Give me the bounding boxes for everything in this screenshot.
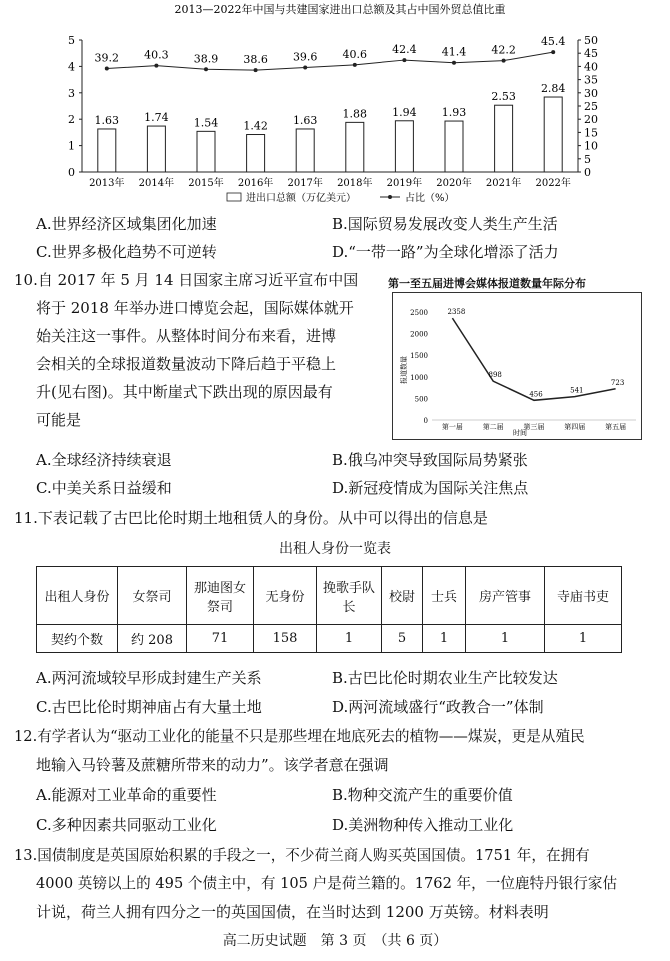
bar-value-label: 1.74 — [144, 111, 169, 125]
q10-option-c: C.中美关系日益缓和 — [36, 479, 172, 497]
table-cell: 1 — [317, 625, 382, 653]
bar-value-label: 1.63 — [94, 113, 120, 127]
q10-line-6: 可能是 — [36, 411, 82, 429]
media-point-label: 898 — [488, 371, 502, 380]
media-chart-title: 第一至五届进博会媒体报道数量年际分布 — [388, 277, 586, 290]
trade-chart — [30, 0, 640, 205]
right-tick-label: 35 — [584, 73, 598, 87]
media-y-tick-label: 2500 — [410, 309, 428, 317]
export-bar — [147, 126, 165, 172]
q10-line-3: 始关注这一事件。从整体时间分布来看，进博 — [36, 327, 337, 345]
table-header-cell: 房产管事 — [466, 567, 545, 625]
bar-value-label: 1.93 — [441, 106, 467, 120]
export-bar — [197, 131, 215, 172]
x-tick-label: 2015年 — [188, 178, 224, 189]
right-tick-label: 5 — [584, 152, 591, 166]
table-header-cell: 士兵 — [423, 567, 466, 625]
x-tick-label: 2014年 — [138, 178, 175, 189]
table-cell: 契约个数 — [37, 625, 118, 653]
legend-line-label: 占比（%） — [405, 193, 455, 204]
left-tick-label: 0 — [68, 166, 75, 179]
right-tick-label: 20 — [584, 113, 598, 127]
x-tick-label: 2019年 — [386, 178, 423, 189]
media-chart — [392, 292, 642, 440]
table-row — [37, 625, 622, 653]
table-header-cell: 寺庙书吏 — [545, 567, 622, 625]
right-tick-label: 45 — [584, 47, 598, 61]
q10-line-1: 10.自 2017 年 5 月 14 日国家主席习近平宣布中国 — [14, 271, 359, 289]
export-bar — [247, 135, 265, 172]
table-cell: 5 — [382, 625, 423, 653]
q12-option-b: B.物种交流产生的重要价值 — [332, 786, 513, 804]
legend-bar-label: 进出口总额（万亿美元） — [246, 193, 356, 204]
share-point — [154, 64, 158, 68]
media-x-tick-label: 第五届 — [605, 423, 627, 431]
right-tick-label: 0 — [584, 166, 591, 179]
export-bar — [544, 97, 562, 172]
media-chart-xlabel: 时间 — [513, 429, 527, 437]
table-cell: 71 — [187, 625, 254, 653]
export-bar — [346, 122, 364, 172]
table-header-cell: 挽歌手队长 — [317, 567, 382, 625]
media-y-tick-label: 1500 — [410, 352, 428, 361]
left-tick-label: 3 — [68, 86, 75, 100]
table-header-cell: 出租人身份 — [37, 567, 118, 625]
x-tick-label: 2013年 — [89, 178, 125, 189]
q10-option-b: B.俄乌冲突导致国际局势紧张 — [332, 451, 528, 469]
q9-option-a: A.世界经济区域集团化加速 — [36, 215, 217, 233]
q13-line-2: 4000 英镑以上的 495 个债主中，有 105 户是荷兰籍的。1762 年，一位鹿特丹银行家估 — [36, 875, 618, 892]
q10-line-2: 将于 2018 年举办进口博览会起，国际媒体就开 — [36, 299, 354, 317]
q12-option-d: D.美洲物种传入推动工业化 — [332, 816, 514, 834]
media-y-tick-label: 500 — [414, 395, 428, 404]
renter-table — [36, 566, 622, 653]
right-tick-label: 40 — [584, 60, 598, 74]
q9-option-c: C.世界多极化趋势不可逆转 — [36, 243, 217, 261]
share-value-label: 42.4 — [392, 43, 417, 57]
share-value-label: 41.4 — [441, 45, 467, 59]
export-bar — [495, 105, 513, 172]
media-y-tick-label: 0 — [423, 417, 428, 425]
media-chart-frame — [393, 293, 642, 440]
left-tick-label: 1 — [68, 139, 75, 153]
right-tick-label: 25 — [584, 100, 598, 113]
bar-value-label: 1.63 — [292, 113, 318, 127]
media-point-label: 723 — [610, 378, 625, 387]
share-value-label: 39.2 — [94, 51, 120, 65]
q11-option-c: C.古巴比伦时期神庙占有大量土地 — [36, 698, 262, 716]
media-y-tick-label: 1000 — [410, 373, 428, 382]
table-cell: 约 208 — [118, 625, 187, 653]
table-header-cell: 无身份 — [254, 567, 317, 625]
x-tick-label: 2021年 — [485, 178, 522, 189]
export-bar — [395, 121, 413, 172]
q12-line-1: 12.有学者认为“驱动工业化的能量不只是那些埋在地底死去的植物——煤炭，更是从殖民 — [14, 728, 585, 745]
table-title: 出租人身份一览表 — [279, 541, 391, 557]
bar-value-label: 2.53 — [491, 90, 516, 104]
media-x-tick-label: 第一届 — [441, 423, 463, 431]
q10-line-4: 会相关的全球报道数量波动下降后趋于平稳上 — [36, 355, 337, 373]
share-point — [105, 67, 109, 71]
bar-value-label: 2.84 — [540, 82, 566, 96]
page-footer: 高二历史试题 第 3 页 （共 6 页） — [222, 933, 448, 949]
left-tick-label: 2 — [68, 113, 75, 127]
bar-value-label: 1.94 — [392, 105, 417, 119]
table-cell: 1 — [423, 625, 466, 653]
share-point — [551, 50, 555, 54]
q9-option-b: B.国际贸易发展改变人类生产生活 — [332, 215, 558, 233]
q12-option-c: C.多种因素共同驱动工业化 — [36, 816, 217, 834]
media-point-label: 2358 — [447, 308, 466, 317]
q11-stem: 11.下表记载了古巴比伦时期土地租赁人的身份。从中可以得出的信息是 — [14, 509, 488, 527]
bar-value-label: 1.54 — [193, 116, 219, 130]
table-header-cell: 女祭司 — [118, 567, 187, 625]
export-bar — [445, 121, 463, 172]
media-x-tick-label: 第四届 — [564, 423, 586, 431]
right-tick-label: 10 — [584, 139, 598, 153]
chart-title: 2013—2022年中国与共建国家进出口总额及其占中国外贸总值比重 — [174, 3, 506, 16]
share-value-label: 42.2 — [491, 43, 516, 57]
share-point — [303, 65, 307, 69]
left-tick-label: 4 — [68, 60, 75, 74]
q10-option-a: A.全球经济持续衰退 — [36, 451, 172, 469]
table-header-cell: 校尉 — [382, 567, 423, 625]
legend-bar-swatch — [227, 193, 241, 201]
share-value-label: 39.6 — [292, 50, 318, 64]
share-point — [502, 59, 506, 63]
q11-option-d: D.两河流域盛行“政教合一”体制 — [332, 698, 544, 716]
media-x-tick-label: 第三届 — [523, 423, 545, 431]
export-bar — [296, 129, 314, 172]
q11-option-a: A.两河流域较早形成封建生产关系 — [36, 669, 262, 687]
share-value-label: 38.9 — [193, 52, 219, 66]
share-point — [452, 61, 456, 65]
media-chart-ylabel: 报道数量 — [400, 356, 408, 384]
share-point — [204, 67, 208, 71]
x-tick-label: 2017年 — [287, 178, 323, 189]
q13-line-3: 计说，荷兰人拥有四分之一的英国国债，在当时达到 1200 万英镑。材料表明 — [36, 903, 549, 921]
bar-value-label: 1.88 — [342, 107, 368, 121]
share-point — [353, 63, 357, 67]
share-value-label: 40.6 — [342, 47, 368, 61]
right-tick-label: 50 — [584, 34, 598, 47]
media-point-label: 456 — [529, 390, 543, 399]
media-y-tick-label: 2000 — [410, 330, 428, 339]
export-bar — [98, 129, 116, 172]
q11-option-b: B.古巴比伦时期农业生产比较发达 — [332, 669, 558, 687]
legend-line-marker — [388, 195, 392, 199]
q9-option-d: D.“一带一路”为全球化增添了活力 — [332, 243, 559, 261]
q12-option-a: A.能源对工业革命的重要性 — [36, 786, 217, 804]
table-header-row — [37, 567, 622, 625]
share-point — [402, 58, 406, 62]
share-value-label: 45.4 — [540, 35, 566, 49]
right-tick-label: 15 — [584, 126, 598, 140]
table-cell: 1 — [545, 625, 622, 653]
q10-option-d: D.新冠疫情成为国际关注焦点 — [332, 479, 529, 497]
q12-line-2: 地输入马铃薯及蔗糖所带来的动力”。该学者意在强调 — [36, 756, 389, 774]
media-x-tick-label: 第二届 — [482, 423, 504, 431]
share-value-label: 38.6 — [243, 53, 268, 67]
x-tick-label: 2022年 — [535, 178, 571, 189]
media-point-label: 541 — [570, 386, 584, 395]
share-value-label: 40.3 — [144, 48, 169, 62]
x-tick-label: 2016年 — [237, 178, 274, 189]
q10-line-5: 升(见右图)。其中断崖式下跌出现的原因最有 — [36, 383, 333, 401]
table-cell: 1 — [466, 625, 545, 653]
share-point — [254, 68, 258, 72]
table-header-cell: 那迪图女祭司 — [187, 567, 254, 625]
right-tick-label: 30 — [584, 86, 598, 100]
x-tick-label: 2020年 — [436, 178, 472, 189]
share-line — [107, 52, 553, 70]
q13-line-1: 13.国债制度是英国原始积累的手段之一，不少荷兰商人购买英国国债。1751 年，在拥有 — [14, 847, 590, 864]
table-cell: 158 — [254, 625, 317, 653]
x-tick-label: 2018年 — [337, 178, 373, 189]
left-tick-label: 5 — [68, 34, 75, 47]
bar-value-label: 1.42 — [243, 119, 268, 133]
